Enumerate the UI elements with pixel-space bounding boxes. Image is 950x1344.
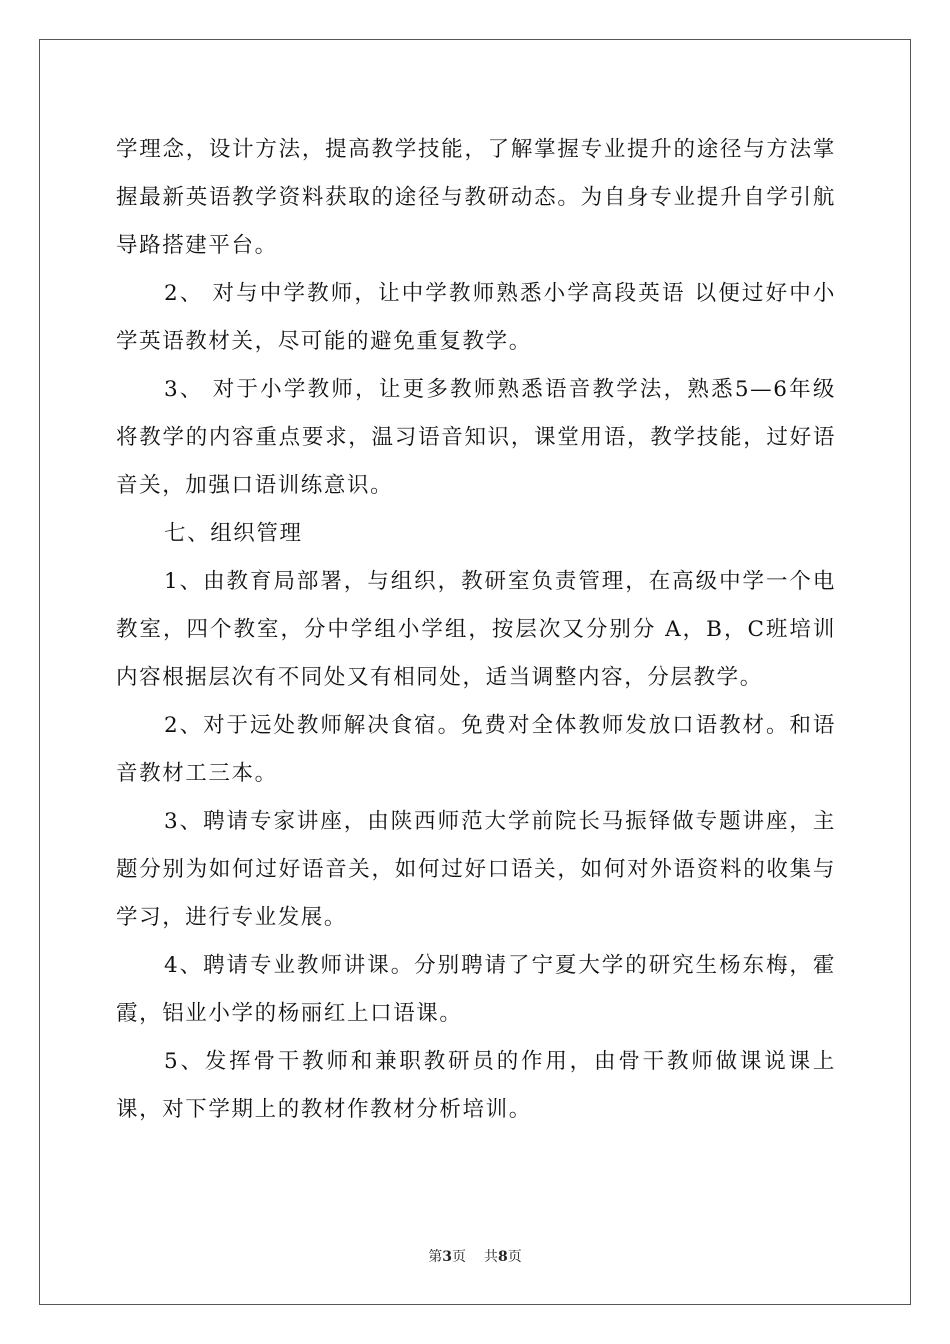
paragraph-1: 学理念，设计方法，提高教学技能，了解掌握专业提升的途径与方法掌握最新英语教学资料获取的途径与教研动态。为自身专业提升自学引航导路搭建平台。 — [116, 137, 836, 258]
page-prefix: 第 — [428, 1249, 443, 1265]
total-prefix: 共 — [484, 1249, 498, 1265]
paragraph-2: 2、 对与中学教师，让中学教师熟悉小学高段英语 以便过好中小学英语教材关，尽可能的避免重复教学。 — [116, 281, 836, 354]
paragraph-3: 3、 对于小学教师，让更多教师熟悉语音教学法，熟悉5—6年级将教学的内容重点要求，温习语音知识，课堂用语，教学技能，过好语音关，加强口语训练意识。 — [116, 377, 836, 498]
paragraph-5: 1、由教育局部署，与组织，教研室负责管理，在高级中学一个电教室，四个教室，分中学组小学组，按层次又分别分 A，B，C班培训内容根据层次有不同处又有相同处，适当调整内容，分层教学。 — [116, 569, 836, 690]
page-suffix: 页 — [452, 1249, 466, 1265]
document-body — [116, 126, 836, 1134]
paragraph-9: 5、发挥骨干教师和兼职教研员的作用，由骨干教师做课说课上课，对下学期上的教材作教材分析培训。 — [116, 1049, 836, 1122]
total-suffix: 页 — [507, 1249, 522, 1265]
page-number: 3 — [442, 1249, 452, 1265]
paragraph-7: 3、聘请专家讲座，由陕西师范大学前院长马振铎做专题讲座，主题分别为如何过好语音关，如何过好口语关，如何对外语资料的收集与学习，进行专业发展。 — [116, 809, 836, 930]
total-pages: 8 — [498, 1249, 508, 1265]
section-heading: 七、组织管理 — [164, 521, 303, 546]
paragraph-8: 4、聘请专业教师讲课。分别聘请了宁夏大学的研究生杨东梅，霍霞，铝业小学的杨丽红上口语课。 — [116, 953, 836, 1026]
paragraph-6: 2、对于远处教师解决食宿。免费对全体教师发放口语教材。和语音教材工三本。 — [116, 713, 836, 786]
page-footer — [0, 1248, 950, 1266]
